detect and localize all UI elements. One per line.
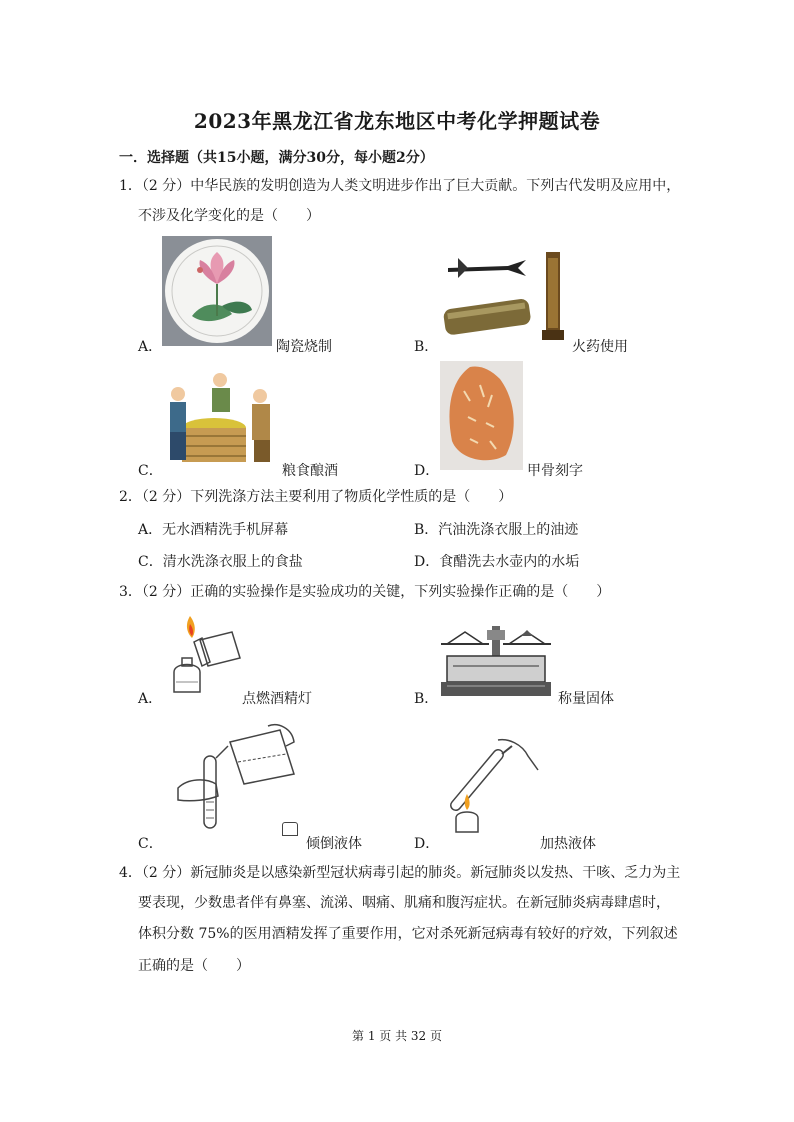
q3-option-b-caption: 称量固体: [558, 691, 614, 707]
q1-stem-line1: 1．（2 分）中华民族的发明创造为人类文明进步作出了巨大贡献。下列古代发明及应用中，: [119, 178, 681, 194]
stopper-icon: [282, 822, 298, 836]
q1-option-b-caption: 火药使用: [572, 339, 628, 355]
q3-option-c-letter: C．: [138, 836, 163, 852]
q4-stem-line1: 4．（2 分）新冠肺炎是以感染新型冠状病毒引起的肺炎。新冠肺炎以发热、干咳、乏力为主: [119, 865, 681, 881]
q2-option-c: C．清水洗涤衣服上的食盐: [138, 554, 303, 570]
pouring-liquid-image: [168, 722, 300, 838]
q1-option-c-letter: C．: [138, 463, 163, 479]
q4-stem-line2: 要表现，少数患者伴有鼻塞、流涕、咽痛、肌痛和腹泻症状。在新冠肺炎病毒肆虐时，: [138, 895, 670, 911]
q3-option-d-letter: D．: [414, 836, 440, 852]
q2-option-a: A．无水酒精洗手机屏幕: [138, 522, 289, 538]
q3-option-a-letter: A．: [138, 691, 163, 707]
oracle-bone-image: [440, 361, 523, 470]
gunpowder-image: [438, 246, 568, 348]
q1-option-a-letter: A．: [138, 339, 163, 355]
q1-option-a-caption: 陶瓷烧制: [276, 339, 332, 355]
q1-option-d-letter: D．: [414, 463, 440, 479]
q2-option-b: B．汽油洗涤衣服上的油迹: [414, 522, 579, 538]
alcohol-lamp-image: [160, 612, 248, 702]
heating-liquid-image: [442, 726, 542, 838]
q1-option-b-letter: B．: [414, 339, 439, 355]
q4-stem-line4: 正确的是（ ）: [138, 958, 250, 974]
q2-option-d: D．食醋洗去水壶内的水垢: [414, 554, 580, 570]
page-title: 2023年黑龙江省龙东地区中考化学押题试卷: [193, 109, 601, 133]
q3-stem: 3．（2 分）正确的实验操作是实验成功的关键，下列实验操作正确的是（ ）: [119, 584, 611, 600]
page-number-footer: 第 1 页 共 32 页: [352, 1029, 442, 1043]
q3-option-a-caption: 点燃酒精灯: [242, 691, 312, 707]
q3-option-d-caption: 加热液体: [540, 836, 596, 852]
q1-option-c-caption: 粮食酿酒: [282, 463, 338, 479]
q1-option-d-caption: 甲骨刻字: [527, 463, 583, 479]
brewing-image: [162, 366, 278, 470]
q2-stem: 2．（2 分）下列洗涤方法主要利用了物质化学性质的是（ ）: [119, 489, 513, 505]
q1-stem-line2: 不涉及化学变化的是（ ）: [138, 208, 320, 224]
porcelain-plate-image: [162, 236, 272, 346]
balance-scale-image: [437, 622, 555, 702]
section-heading: 一．选择题（共15小题，满分30分，每小题2分）: [119, 150, 434, 166]
q3-option-c-caption: 倾倒液体: [306, 836, 362, 852]
q4-stem-line3: 体积分数 75%的医用酒精发挥了重要作用，它对杀死新冠病毒有较好的疗效，下列叙述: [138, 926, 678, 942]
q3-option-b-letter: B．: [414, 691, 439, 707]
